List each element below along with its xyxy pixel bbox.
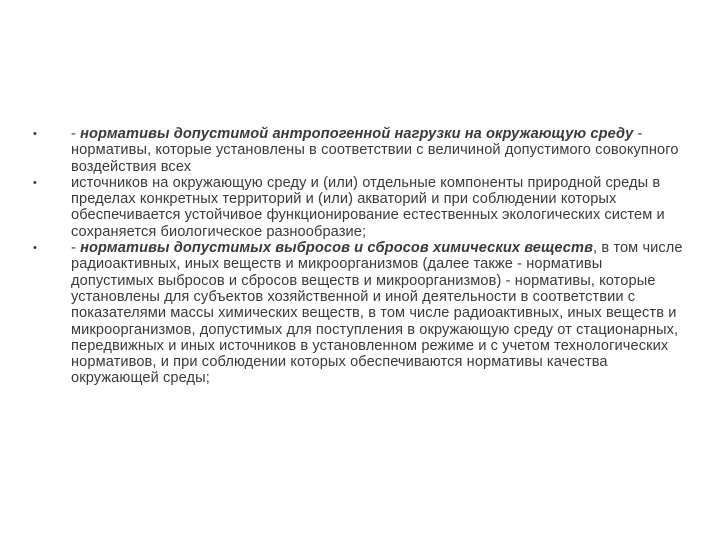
bullet-list (33, 126, 683, 387)
bullet-text (71, 175, 683, 240)
bullet-text (71, 126, 683, 175)
bullet-lead: - (71, 126, 81, 142)
bullet-icon: • (33, 242, 37, 255)
bullet-item-3 (33, 240, 683, 387)
bullet-rest: , в том числе радиоактивных, иных веществ и микроорганизмов (далее также - нормативы допустимых выбросов и сбросов веществ и микроорганизмов) - нормативы, которые установлены для субъектов хозяйственной и иной деятельности в соответствии с показателями массы химических веществ, в том числе радиоактивных, иных веществ и микроорганизмов, допустимых для поступления в окружающую среду от стационарных, передвижных и иных источников в установленном режиме и с учетом технологических нормативов, и при соблюдении которых обеспечиваются нормативы качества окружающей среды; (71, 240, 683, 387)
bullet-item-1 (33, 126, 683, 175)
bullet-text (71, 240, 683, 387)
bullet-icon: • (33, 176, 37, 189)
bullet-emphasis: нормативы допустимой антропогенной нагрузки на окружающую среду (80, 126, 634, 142)
bullet-rest: источников на окружающую среду и (или) отдельные компоненты природной среды в пределах конкретных территорий и (или) акваторий и при соблюдении которых обеспечивается устойчивое функционирование естественных экологических систем и сохраняется биологическое разнообразие; (71, 174, 665, 240)
bullet-item-2 (33, 175, 683, 240)
bullet-emphasis: нормативы допустимых выбросов и сбросов химических веществ (80, 240, 594, 257)
bullet-rest: - нормативы, которые установлены в соответствии с величиной допустимого совокупного воздействия всех (71, 126, 679, 175)
bullet-lead: - (71, 240, 81, 257)
bullet-icon: • (33, 128, 37, 140)
